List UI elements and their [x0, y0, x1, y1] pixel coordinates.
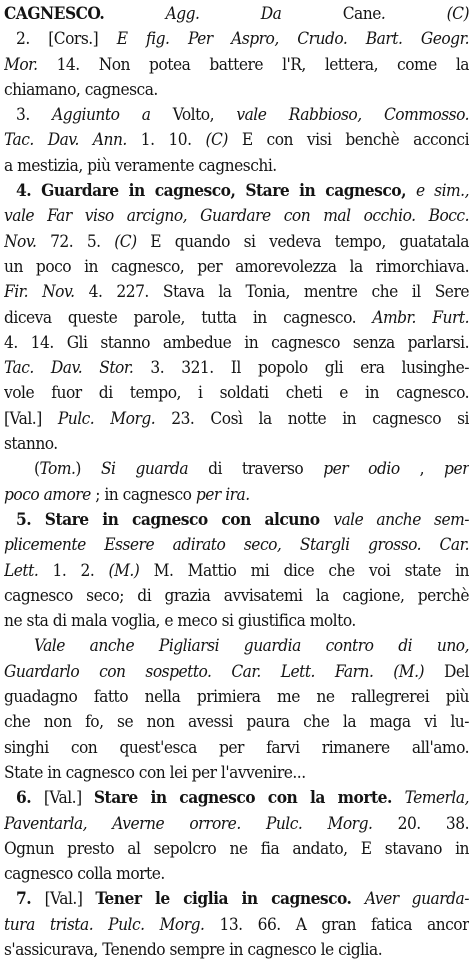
text-line	[4, 331, 469, 356]
roman-run: (	[34, 459, 40, 480]
roman-run: 4. 227. Stava la Tonia, mentre che il Sere	[88, 282, 469, 303]
text-line	[4, 584, 469, 609]
bold-run: 7.	[16, 889, 45, 910]
text-line	[4, 812, 469, 837]
italic-run: vale Far viso arcigno, Guardare con mal occhio. Bocc.	[4, 206, 469, 227]
italic-run: Si guarda	[100, 459, 209, 480]
roman-run: diceva queste parole, tutta in cagnesco.	[4, 307, 373, 328]
roman-run: Volto,	[172, 105, 237, 126]
roman-run: E quando si vedeva tempo, guatatala	[150, 231, 469, 252]
text-line	[4, 306, 469, 331]
text-line	[4, 432, 469, 457]
italic-run: per ira.	[195, 484, 250, 505]
bold-run: Tener le ciglia in cagnesco.	[95, 889, 365, 910]
roman-run: 3.	[16, 105, 53, 126]
roman-run: s'assicurava, Tenendo sempre in cagnesco le ciglia.	[4, 939, 383, 960]
roman-run: Cane	[342, 4, 381, 24]
roman-run: 20. 38.	[397, 813, 469, 834]
text-line	[4, 862, 469, 887]
text-line	[4, 78, 469, 103]
italic-run: Lett.	[4, 560, 53, 581]
text-line	[4, 634, 469, 659]
text-line	[4, 786, 469, 811]
text-line	[4, 255, 469, 280]
italic-run: Tom.	[39, 459, 76, 480]
roman-run: 1. 10.	[140, 130, 206, 151]
roman-run: M. Mattio mi dice che voi state in	[153, 560, 469, 581]
text-line	[4, 837, 469, 862]
entry-text	[4, 2, 469, 963]
italic-run: Guardarlo con sospetto. Car. Lett. Farn. (M.)	[4, 661, 444, 682]
bold-run: 4. Guardare in cagnesco, Stare in cagnesco,	[16, 181, 416, 202]
text-line	[4, 179, 469, 204]
text-line	[4, 53, 469, 78]
italic-run: Aver guarda-	[364, 889, 469, 910]
roman-run: Ognun presto al sepolcro ne fia andato, E stavano in	[4, 838, 469, 859]
italic-run: poco amore	[4, 484, 96, 505]
italic-run: Nov.	[4, 231, 51, 252]
roman-run: stanno.	[4, 434, 58, 455]
text-line	[4, 128, 469, 153]
roman-run: [Val.]	[44, 889, 96, 910]
text-line	[4, 533, 469, 558]
italic-run: per odio	[323, 459, 420, 480]
text-line	[4, 2, 469, 27]
italic-run: vale Rabbioso, Commosso.	[236, 105, 469, 126]
bold-run: 6.	[16, 788, 44, 809]
bold-run: 5. Stare in cagnesco con alcuno	[16, 509, 334, 530]
roman-run: 13. 66. A gran fatica ancor	[219, 914, 469, 935]
italic-run: . (C)	[380, 4, 469, 24]
italic-run: E fig. Per Aspro, Crudo. Bart. Geogr.	[116, 29, 469, 50]
italic-run: (M.)	[108, 560, 154, 581]
italic-run: Agg. Da	[104, 4, 343, 24]
roman-run: chiamano, cagnesca.	[4, 79, 158, 100]
roman-run: 23. Così la notte in cagnesco si	[171, 408, 469, 429]
roman-run: 1. 2.	[52, 560, 109, 581]
italic-run: Tac. Dav. Ann.	[4, 130, 141, 151]
text-line	[4, 559, 469, 584]
roman-run: un poco in cagnesco, per amorevolezza la rimorchiava.	[4, 256, 469, 277]
text-line	[4, 913, 469, 938]
roman-run: 3. 321. Il popolo gli era lusinghe-	[150, 358, 469, 379]
text-line	[4, 710, 469, 735]
italic-run: (C)	[205, 130, 242, 151]
text-line	[4, 609, 469, 634]
roman-run: Del	[444, 661, 469, 682]
text-line	[4, 381, 469, 406]
text-line	[4, 407, 469, 432]
text-line	[4, 457, 469, 482]
italic-run: Ambr. Furt.	[372, 307, 469, 328]
roman-run: cagnesco seco; di grazia avvisatemi la cagione, perchè	[4, 585, 469, 606]
roman-run: E con visi benchè acconci	[241, 130, 469, 151]
bold-run: CAGNESCO.	[4, 4, 105, 24]
roman-run: guadagno fatto nella primiera me ne rallegrerei più	[4, 687, 469, 708]
roman-run: cagnesco colla morte.	[4, 864, 165, 885]
bold-run: Stare in cagnesco con la morte.	[93, 788, 405, 809]
italic-run: plicemente Essere adirato seco, Stargli grosso. Car.	[4, 535, 469, 556]
text-line	[4, 280, 469, 305]
text-line	[4, 508, 469, 533]
italic-run: Tac. Dav. Stor.	[4, 358, 151, 379]
italic-run: Temerla,	[404, 788, 469, 809]
roman-run: 14. Non potea battere l'R, lettera, come la	[56, 54, 469, 75]
roman-run: di traverso	[208, 459, 324, 480]
text-line	[4, 483, 469, 508]
roman-run: ne sta di mala voglia, e meco si giustifica molto.	[4, 611, 356, 632]
text-line	[4, 685, 469, 710]
italic-run: Fir. Nov.	[4, 282, 89, 303]
roman-run: che non fo, se non avessi paura che la maga vi lu-	[4, 712, 469, 733]
italic-run: Paventarla, Averne orrore. Pulc. Morg.	[4, 813, 398, 834]
roman-run: 4. 14. Gli stanno ambedue in cagnesco senza parlarsi.	[4, 332, 469, 353]
italic-run: Aggiunto a	[52, 105, 173, 126]
italic-run: tura trista. Pulc. Morg.	[4, 914, 220, 935]
text-line	[4, 356, 469, 381]
text-line	[4, 736, 469, 761]
text-line	[4, 103, 469, 128]
text-line	[4, 660, 469, 685]
roman-run: ,	[419, 459, 445, 480]
italic-run: Pulc. Morg.	[57, 408, 172, 429]
roman-run: )	[75, 459, 101, 480]
roman-run: a mestizia, più veramente cagneschi.	[4, 155, 277, 176]
text-line	[4, 938, 469, 963]
italic-run: Mor.	[4, 54, 57, 75]
text-line	[4, 230, 469, 255]
text-line	[4, 887, 469, 912]
roman-run: 72. 5.	[50, 231, 115, 252]
italic-run: per	[444, 459, 469, 480]
italic-run: Vale anche Pigliarsi guardia contro di uno,	[34, 636, 469, 657]
roman-run: [Val.]	[43, 788, 94, 809]
roman-run: State in cagnesco con lei per l'avvenire...	[4, 762, 306, 783]
text-line	[4, 761, 469, 786]
roman-run: 2. [Cors.]	[16, 29, 117, 50]
roman-run: ; in cagnesco	[95, 484, 196, 505]
text-line	[4, 204, 469, 229]
italic-run: e sim.,	[415, 181, 469, 202]
roman-run: vole fuor di tempo, i soldati cheti e in cagnesco.	[4, 383, 469, 404]
italic-run: (C)	[114, 231, 151, 252]
italic-run: vale anche sem-	[333, 509, 469, 530]
roman-run: [Val.]	[4, 408, 58, 429]
text-line	[4, 154, 469, 179]
text-line	[4, 27, 469, 52]
roman-run: singhi con quest'esca per farvi rimanere all'amo.	[4, 737, 469, 758]
